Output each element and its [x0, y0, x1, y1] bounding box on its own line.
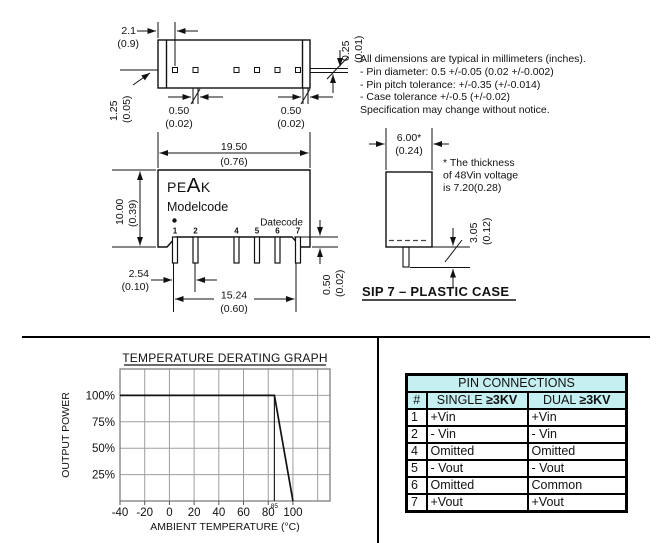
pin-table-column-header: SINGLE ≥3KV: [427, 392, 528, 409]
pin-table-cell: +Vin: [528, 409, 627, 426]
dim-standoff-in: (0.02): [334, 269, 346, 297]
top-view-outline: [158, 40, 310, 88]
note-line: - Pin pitch tolerance: +/-0.35 (+/-0.014): [360, 79, 541, 91]
pin-number: 7: [295, 226, 301, 236]
pin-number: 1: [172, 226, 178, 236]
dim-case-depth-mm: 6.00*: [396, 132, 422, 144]
dim-pin-span-in: (0.60): [220, 303, 248, 315]
dim-pin-length-in: (0.12): [481, 217, 493, 245]
dim-pin-offset-in: (0.9): [117, 38, 139, 50]
horizontal-divider: [22, 336, 650, 338]
note-line: Specification may change without notice.: [360, 104, 550, 116]
dim-pin-offset-mm: 2.1: [121, 25, 136, 37]
pin-table-cell: 4: [407, 443, 427, 460]
pin-table-cell: Omitted: [427, 443, 528, 460]
dim-pin-pitch-mm: 2.54: [128, 268, 149, 280]
pin-table-cell: +Vout: [528, 494, 627, 512]
pin-table-column-header: DUAL ≥3KV: [528, 392, 627, 409]
dim-pin-row-offset-in: (0.05): [121, 95, 133, 123]
x-tick-label: 40: [212, 507, 226, 519]
pin-table-cell: - Vout: [427, 460, 528, 477]
pin-table-row: [407, 409, 627, 426]
x-tick-label: -20: [136, 507, 154, 519]
pin-table-cell: 5: [407, 460, 427, 477]
pin-table-row: [407, 426, 627, 443]
pin-connections-table: [405, 373, 628, 513]
x-tick-label: 20: [187, 507, 201, 519]
x-tick-label: 100: [283, 507, 303, 519]
y-tick-label: 25%: [91, 469, 115, 482]
pin-table-cell: - Vout: [528, 460, 627, 477]
star-note-line: is 7.20(0.28): [443, 182, 502, 194]
y-tick-label: 100%: [85, 390, 115, 403]
package-caption: SIP 7 – PLASTIC CASE: [362, 284, 510, 299]
pin-table-row: [407, 494, 627, 512]
datecode-label: Datecode: [260, 217, 303, 229]
pin-number: 5: [254, 226, 260, 236]
peak-logo: [167, 174, 211, 197]
pin1-dot: [172, 218, 176, 222]
pin-table-cell: 2: [407, 426, 427, 443]
pin-table-column-header: #: [407, 392, 427, 409]
guide-label: 85: [270, 503, 279, 510]
dim-pin-thickness-in: (0.01): [353, 35, 365, 63]
dim-pin-pitch-in: (0.10): [121, 281, 149, 293]
dim-pin-thickness-mm: 0.25: [340, 40, 352, 61]
dim-pin-span-mm: 15.24: [220, 289, 248, 302]
x-tick-label: 80: [261, 507, 275, 519]
pin-table-cell: - Vin: [528, 426, 627, 443]
pin-table-cell: +Vin: [427, 409, 528, 426]
pin-table-row: [407, 477, 627, 494]
note-line: All dimensions are typical in millimeters (inches).: [360, 53, 586, 65]
logo-pre: PE: [167, 179, 187, 195]
pin-table-row: [407, 460, 627, 477]
dim-pin-row-offset-mm: 1.25: [108, 100, 120, 121]
x-tick-label: -40: [111, 507, 129, 519]
pin-table-title: PIN CONNECTIONS: [407, 375, 627, 393]
x-axis-label: AMBIENT TEMPERATURE (°C): [150, 521, 300, 533]
dim-case-height-in: (0.39): [127, 199, 139, 227]
logo-post: K: [200, 179, 211, 195]
dim-pin-width-left-in: (0.02): [165, 118, 193, 130]
y-axis-label: OUTPUT POWER: [60, 392, 72, 478]
note-line: - Pin diameter: 0.5 +/-0.05 (0.02 +/-0.002): [360, 66, 554, 78]
pin-number: 2: [193, 226, 198, 236]
star-note-line: of 48Vin voltage: [443, 169, 519, 182]
derating-chart: [55, 350, 365, 543]
plot-frame: [120, 369, 330, 501]
y-tick-label: 75%: [91, 416, 115, 429]
modelcode-label: Modelcode: [167, 200, 229, 214]
y-tick-label: 50%: [91, 443, 115, 456]
pin-table-cell: Common: [528, 477, 627, 494]
dim-pin-width-right-mm: 0.50: [280, 105, 302, 117]
x-tick-label: 60: [237, 507, 250, 519]
dim-pin-width-right-in: (0.02): [277, 118, 305, 130]
note-line: - Case tolerance +/-0.5 (+/-0.02): [360, 91, 510, 103]
dim-pin-width-left-mm: 0.50: [168, 105, 190, 117]
pin-table-row: [407, 443, 627, 460]
pin-table-cell: +Vout: [427, 494, 528, 512]
pin-table-cell: - Vin: [427, 426, 528, 443]
top-view-pins: [173, 68, 301, 73]
logo-mid: A: [186, 174, 201, 197]
chart-title: TEMPERATURE DERATING GRAPH: [122, 351, 328, 365]
pin-number: 4: [234, 226, 239, 236]
pin-table-cell: 6: [407, 477, 427, 494]
side-view-outline: [386, 172, 432, 267]
star-note-line: * The thickness: [443, 157, 515, 169]
x-tick-label: 0: [166, 507, 173, 519]
dim-standoff-mm: 0.50: [321, 274, 333, 295]
dim-case-depth-in: (0.24): [395, 145, 423, 157]
pin-table-cell: Omitted: [427, 477, 528, 494]
pin-number: 6: [275, 226, 280, 236]
dim-case-height-mm: 10.00: [114, 198, 126, 225]
dim-case-width-in: (0.76): [220, 156, 248, 168]
dim-pin-length-mm: 3.05: [468, 222, 480, 243]
dim-case-width-mm: 19.50: [220, 141, 248, 153]
pin-table-cell: Omitted: [528, 443, 627, 460]
vertical-divider: [377, 336, 379, 543]
pin-table-cell: 1: [407, 409, 427, 426]
pin-table-cell: 7: [407, 494, 427, 512]
front-view-pins: [173, 237, 301, 263]
